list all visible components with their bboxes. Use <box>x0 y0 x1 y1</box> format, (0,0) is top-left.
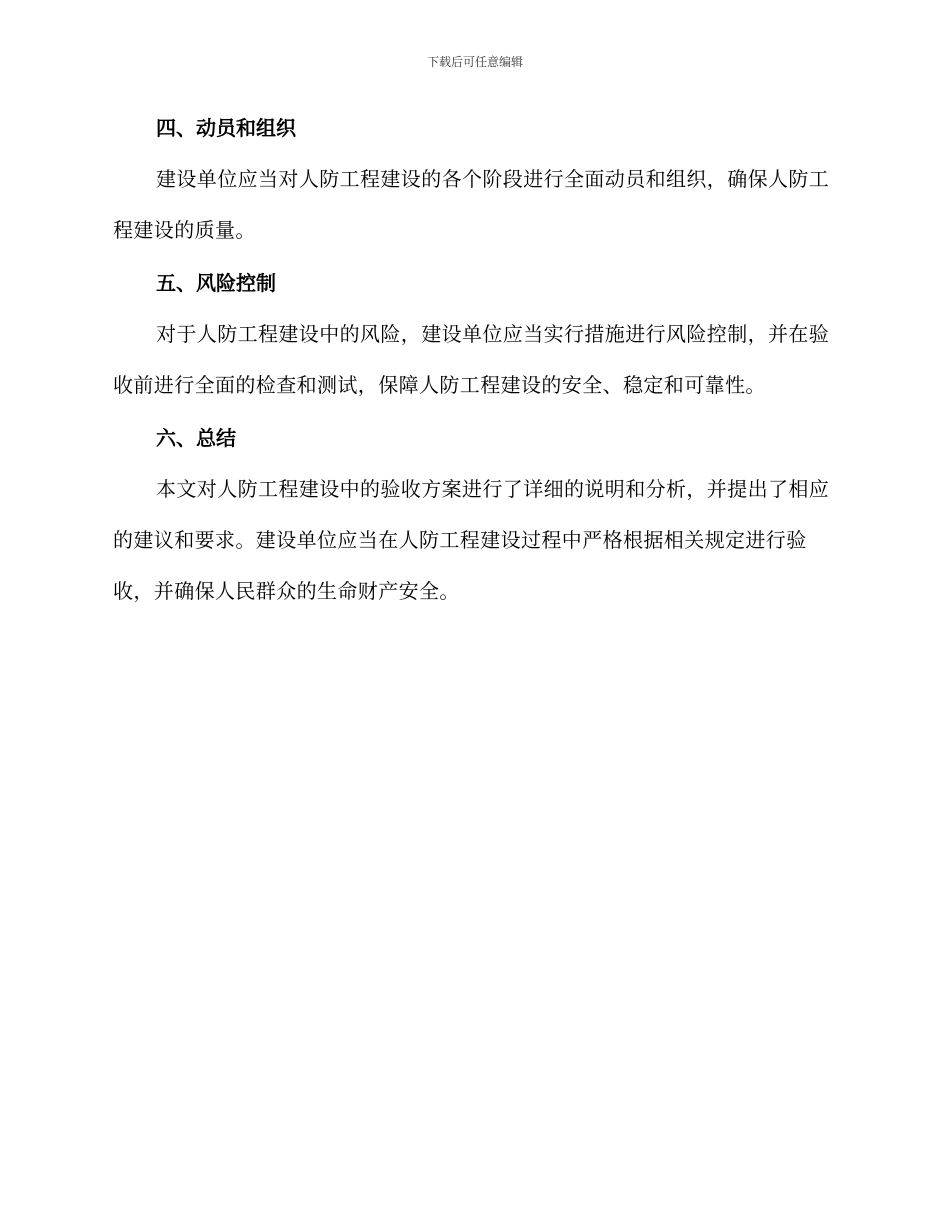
section-heading: 五、风险控制 <box>156 271 276 295</box>
section-paragraph: 本文对人防工程建设中的验收方案进行了详细的说明和分析，并提出了相应的建议和要求。建设单位应当在人防工程建设过程中严格根据相关规定进行验收，并确保人民群众的生命财产安全。 <box>113 477 830 603</box>
section-mobilization <box>113 108 833 263</box>
section-risk-control <box>113 263 833 418</box>
section-summary <box>113 418 833 617</box>
section-heading: 四、动员和组织 <box>156 116 296 140</box>
page-header-note: 下载后可任意编辑 <box>426 55 523 69</box>
section-paragraph: 建设单位应当对人防工程建设的各个阶段进行全面动员和组织，确保人防工程建设的质量。 <box>113 167 830 242</box>
section-paragraph: 对于人防工程建设中的风险，建设单位应当实行措施进行风险控制，并在验收前进行全面的检查和测试，保障人防工程建设的安全、稳定和可靠性。 <box>113 322 830 397</box>
document-body <box>113 108 833 617</box>
section-heading: 六、总结 <box>156 426 236 450</box>
